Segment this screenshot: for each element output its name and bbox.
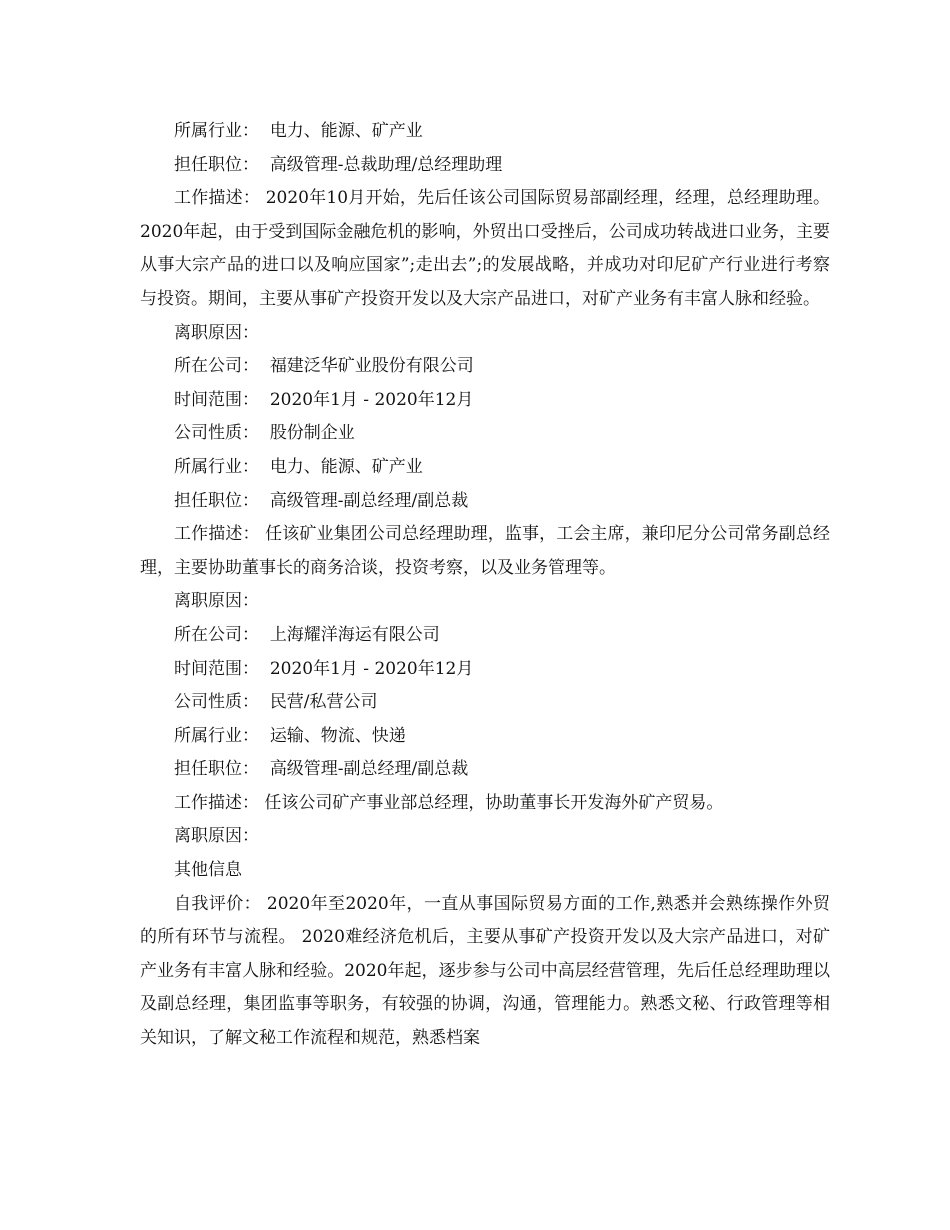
company-nature-label: 公司性质： [174, 692, 259, 713]
job-description-text: 2020年10月开始，先后任该公司国际贸易部副经理，经理，总经理助理。 2020年起，由于受到国际金融危机的影响，外贸出口受挫后，公司成功转战进口业务，主要从事大宗产品的进口以及响应国家”;走出去”;的发展战略，并成功对印尼矿产行业进行考察与投资。期间，主要从事矿产投资开发以及大宗产品进口，对矿产业务有丰富人脉和经验。 [140, 188, 831, 309]
industry-label: 所属行业： [174, 456, 259, 477]
leave-reason-row [140, 820, 830, 854]
position-row [140, 149, 830, 183]
company-nature-label: 公司性质： [174, 423, 259, 444]
company-nature-value: 民营/私营公司 [269, 692, 378, 713]
job-description-paragraph [140, 182, 830, 316]
position-value: 高级管理-副总经理/副总裁 [269, 490, 469, 511]
job-description-label: 工作描述： [174, 524, 260, 545]
time-range-label: 时间范围： [174, 658, 259, 679]
company-label: 所在公司： [174, 356, 259, 377]
industry-value: 电力、能源、矿产业 [269, 456, 423, 477]
time-range-value: 2020年1月 - 2020年12月 [269, 389, 474, 410]
company-row [140, 619, 830, 653]
company-label: 所在公司： [174, 624, 259, 645]
position-label: 担任职位： [174, 490, 259, 511]
job-description-text: 任该矿业集团公司总经理助理，监事，工会主席，兼印尼分公司常务副总经理，主要协助董事长的商务洽谈，投资考察，以及业务管理等。 [140, 524, 831, 578]
industry-row [140, 720, 830, 754]
position-row [140, 485, 830, 519]
self-evaluation-text: 2020年至2020年，一直从事国际贸易方面的工作,熟悉并会熟练操作外贸的所有环节与流程。 2020难经济危机后，主要从事矿产投资开发以及大宗产品进口，对矿产业务有丰富人脉和经验。2020年起，逐步参与公司中高层经营管理，先后任总经理助理以及副总经理，集团监事等职务，有较强的协调，沟通，管理能力。熟悉文秘、行政管理等相关知识，了解文秘工作流程和规范，熟悉档案 [140, 893, 830, 1049]
position-value: 高级管理-副总经理/副总裁 [269, 759, 469, 780]
job-description-text: 任该公司矿产事业部总经理，协助董事长开发海外矿产贸易。 [264, 792, 724, 813]
document-body [140, 115, 830, 1056]
other-info-heading: 其他信息 [174, 860, 242, 881]
position-row [140, 753, 830, 787]
industry-row [140, 451, 830, 485]
leave-reason-label: 离职原因： [174, 322, 259, 343]
company-nature-value: 股份制企业 [269, 423, 355, 444]
company-nature-row [140, 686, 830, 720]
time-range-row [140, 384, 830, 418]
job-description-label: 工作描述： [174, 188, 261, 209]
time-range-label: 时间范围： [174, 389, 259, 410]
position-label: 担任职位： [174, 154, 259, 175]
company-nature-row [140, 417, 830, 451]
job-description-paragraph [140, 518, 830, 585]
time-range-row [140, 653, 830, 687]
position-value: 高级管理-总裁助理/总经理助理 [269, 154, 503, 175]
position-label: 担任职位： [174, 759, 259, 780]
leave-reason-label: 离职原因： [174, 826, 259, 847]
self-evaluation-paragraph [140, 888, 830, 1056]
leave-reason-label: 离职原因： [174, 591, 259, 612]
industry-row [140, 115, 830, 149]
leave-reason-row [140, 585, 830, 619]
industry-value: 电力、能源、矿产业 [269, 121, 423, 141]
company-value: 上海耀洋海运有限公司 [269, 624, 440, 645]
time-range-value: 2020年1月 - 2020年12月 [269, 658, 474, 679]
job-description-paragraph [140, 787, 830, 821]
leave-reason-row [140, 317, 830, 351]
self-evaluation-label: 自我评价： [174, 893, 262, 914]
company-value: 福建泛华矿业股份有限公司 [269, 356, 474, 377]
industry-label: 所属行业： [174, 725, 259, 746]
company-row [140, 350, 830, 384]
industry-value: 运输、物流、快递 [269, 725, 406, 746]
industry-label: 所属行业： [174, 121, 259, 141]
job-description-label: 工作描述： [174, 792, 259, 813]
